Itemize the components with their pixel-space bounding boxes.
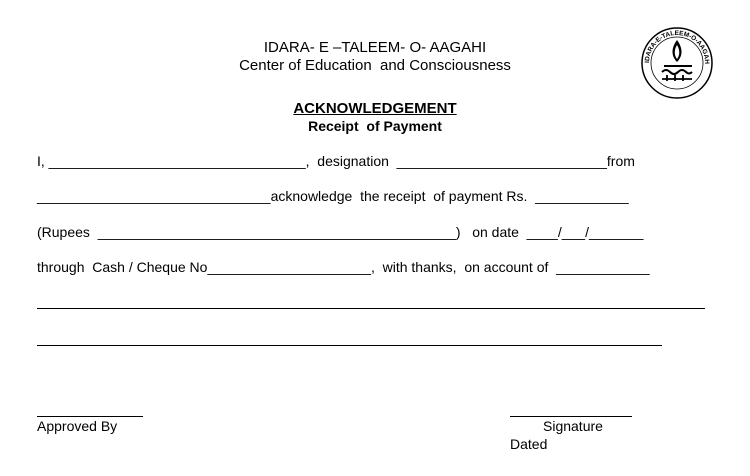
document-subtitle: Receipt of Payment (308, 118, 442, 134)
document-title: ACKNOWLEDGEMENT (293, 100, 457, 117)
approved-by-line[interactable] (37, 416, 143, 417)
signature-line[interactable] (510, 416, 632, 417)
org-name: IDARA- E –TALEEM- O- AAGAHI (263, 39, 487, 56)
approved-by-label: Approved By (37, 418, 118, 434)
form-line-amount[interactable]: ______________________________acknowledge the receipt of payment Rs. ____________ (37, 188, 629, 204)
form-line-rupees-date[interactable]: (Rupees ______________________________________________) on date ____/___/_______ (37, 224, 644, 240)
organization-logo (640, 26, 714, 100)
dated-label: Dated (510, 436, 548, 452)
form-line-payment-method[interactable]: through Cash / Cheque No_____________________, with thanks, on account of ____________ (37, 259, 650, 275)
form-line-name[interactable]: I, _________________________________, designation ___________________________from (37, 153, 635, 169)
org-subtitle: Center of Education and Consciousness (239, 57, 511, 74)
blank-line-1[interactable] (37, 308, 705, 309)
signature-label: Signature (543, 418, 603, 434)
logo-text: IDARA-E-TALEEM-O-AAGAH (643, 29, 711, 65)
blank-line-2[interactable] (37, 345, 662, 346)
